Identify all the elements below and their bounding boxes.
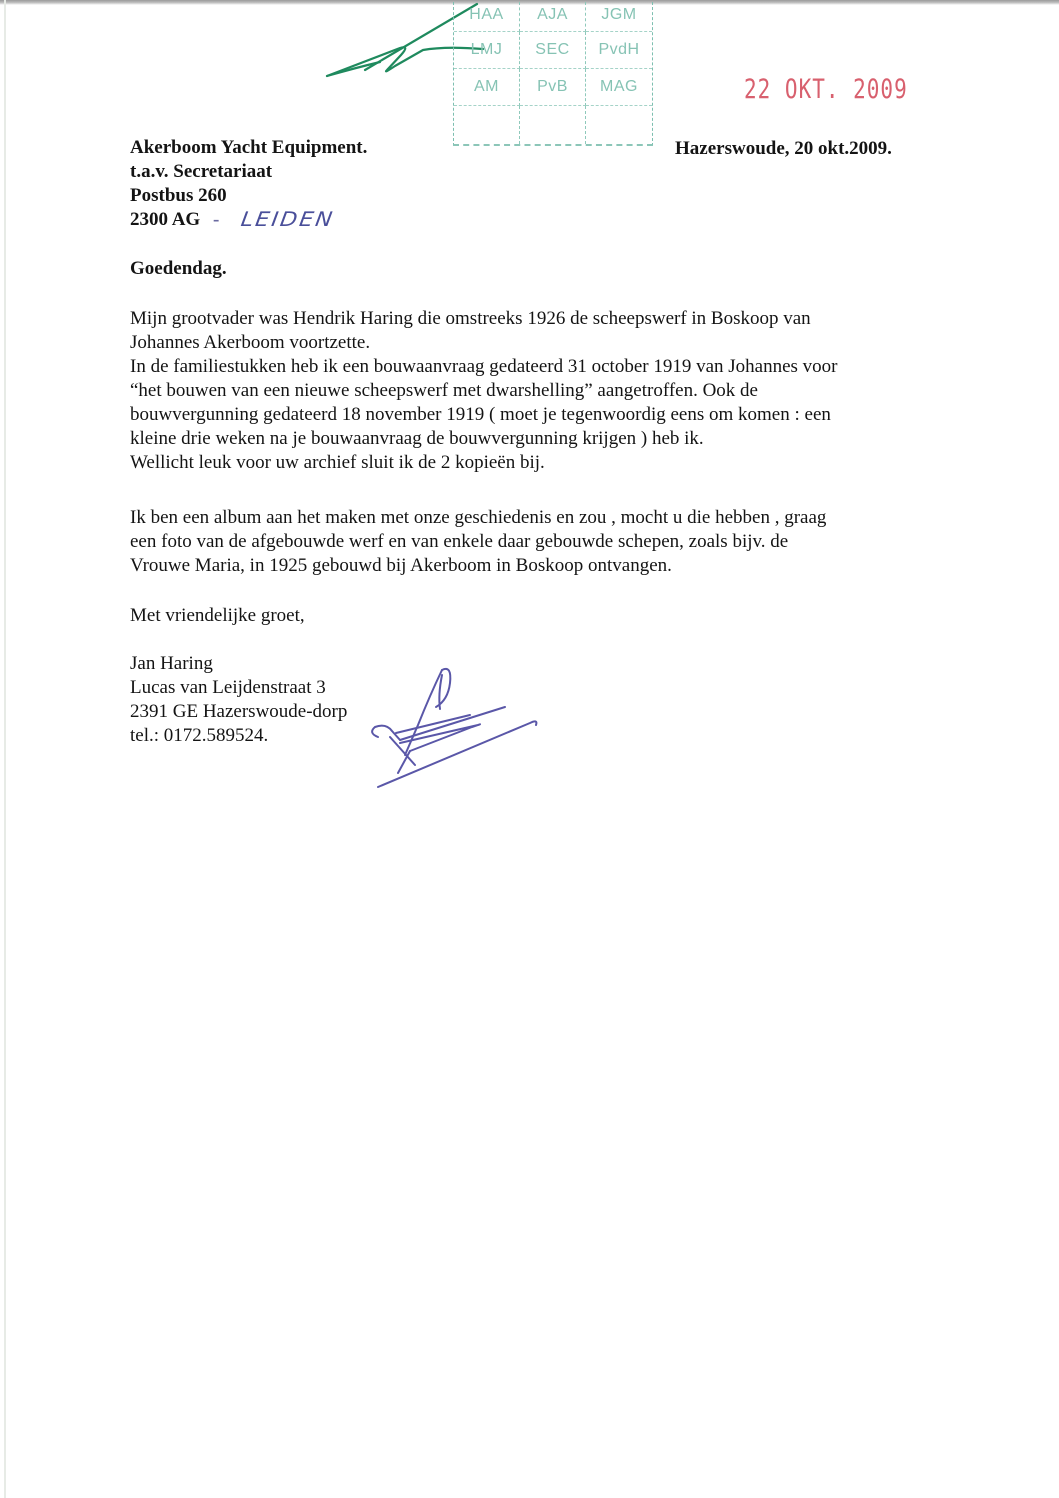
sender-postal-city: 2391 GE Hazerswoude-dorp xyxy=(130,701,348,722)
sender-name: Jan Haring xyxy=(130,653,213,674)
stamp-cell: SEC xyxy=(520,32,586,69)
stamp-cell xyxy=(454,106,520,144)
place-date: Hazerswoude, 20 okt.2009. xyxy=(675,138,892,159)
stamp-cell xyxy=(586,106,652,144)
closing: Met vriendelijke groet, xyxy=(130,605,305,626)
sender-phone: tel.: 0172.589524. xyxy=(130,725,269,746)
routing-stamp-grid xyxy=(453,2,653,146)
stamp-cell xyxy=(520,106,586,144)
text-line: Johannes Akerboom voortzette. xyxy=(130,332,371,353)
text-line: Ik ben een album aan het maken met onze geschiedenis en zou , mocht u die hebben , graag xyxy=(130,507,827,528)
text-line: Wellicht leuk voor uw archief sluit ik de 2 kopieën bij. xyxy=(130,452,545,473)
recipient-attention: t.a.v. Secretariaat xyxy=(130,161,273,182)
sender-street: Lucas van Leijdenstraat 3 xyxy=(130,677,326,698)
recipient-postbox: Postbus 260 xyxy=(130,185,227,206)
stamp-cell: PvdH xyxy=(586,32,652,69)
text-line: een foto van de afgebouwde werf en van enkele daar gebouwde schepen, zoals bijv. de xyxy=(130,531,789,552)
text-line: Vrouwe Maria, in 1925 gebouwd bij Akerboom in Boskoop ontvangen. xyxy=(130,555,672,576)
received-date-stamp: 22 OKT. 2009 xyxy=(744,74,908,104)
handwritten-city: LEIDEN xyxy=(239,207,337,231)
stamp-cell: HAA xyxy=(454,2,520,32)
stamp-cell: AJA xyxy=(520,2,586,32)
text-line: Mijn grootvader was Hendrik Haring die omstreeks 1926 de scheepswerf in Boskoop van xyxy=(130,308,811,329)
recipient-company: Akerboom Yacht Equipment. xyxy=(130,137,368,158)
stamp-cell: MAG xyxy=(586,69,652,106)
salutation: Goedendag. xyxy=(130,258,227,279)
text-line: “het bouwen van een nieuwe scheepswerf met dwarshelling” aangetroffen. Ook de xyxy=(130,380,758,401)
text-line: kleine drie weken na je bouwaanvraag de bouwvergunning krijgen ) heb ik. xyxy=(130,428,704,449)
signature-icon xyxy=(360,665,550,790)
stamp-cell: LMJ xyxy=(454,32,520,69)
stamp-cell: PvB xyxy=(520,69,586,106)
text-line: In de familiestukken heb ik een bouwaanvraag gedateerd 31 october 1919 van Johannes voor xyxy=(130,356,838,377)
stamp-cell: AM xyxy=(454,69,520,106)
scan-left-edge xyxy=(4,0,6,1498)
handwritten-dash: - xyxy=(213,209,220,230)
recipient-postal-code: 2300 AG xyxy=(130,209,201,230)
stamp-cell: JGM xyxy=(586,2,652,32)
text-line: bouwvergunning gedateerd 18 november 1919 ( moet je tegenwoordig eens om komen : een xyxy=(130,404,831,425)
